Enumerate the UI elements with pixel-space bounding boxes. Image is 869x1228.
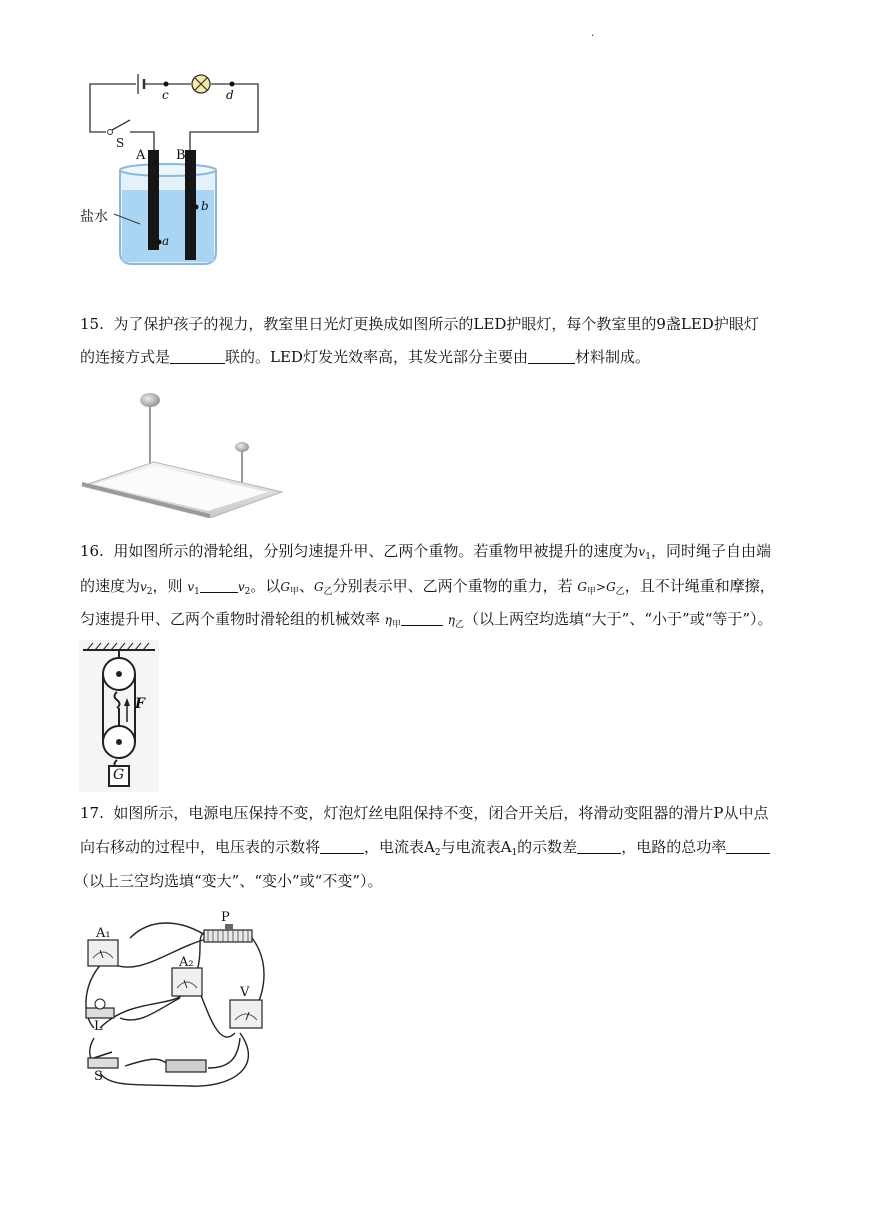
- electrolysis-circuit-diagram: [76, 62, 276, 272]
- label-point-b: b: [201, 199, 209, 213]
- q16-number: 16.: [80, 542, 104, 560]
- q16-eta-yi-sub: 乙: [455, 620, 465, 630]
- q16-v2-sub: 2: [146, 587, 153, 597]
- q16-g-jia2-symbol: G: [577, 580, 587, 594]
- label-switch-s: S: [116, 136, 125, 150]
- q15-blank-2[interactable]: [528, 349, 575, 364]
- q17-blank-3[interactable]: [726, 839, 770, 854]
- q15-number: 15.: [80, 315, 104, 333]
- q16-line-2: [80, 576, 775, 602]
- q16-line-1: [80, 541, 771, 567]
- pulley-label-f: F: [135, 696, 145, 712]
- q16-g-yi-sub: 乙: [323, 587, 333, 597]
- q17-a1-sub: 1: [511, 848, 518, 858]
- q16-blank-2[interactable]: [401, 611, 443, 626]
- q16-text-2b: ，则: [152, 577, 183, 595]
- electrolysis-circuit-figure: [76, 62, 276, 272]
- q16-text-2e: ，且不计绳重和摩擦，: [624, 577, 775, 595]
- q16-v2b-symbol: v: [237, 580, 245, 594]
- q16-text-2d: 分别表示甲、乙两个重物的重力，若: [332, 577, 573, 595]
- q16-v1-sub: 1: [645, 552, 651, 562]
- q17-text-1: 如图所示，电源电压保持不变，灯泡灯丝电阻保持不变，闭合开关后，将滑动变阻器的滑片P从中点: [113, 804, 769, 822]
- q17-line-3: [74, 871, 383, 891]
- circuit-sketch-figure: [80, 908, 270, 1093]
- q16-eta-jia-sub: 甲: [392, 620, 402, 630]
- q16-g-yi2-sub: 乙: [615, 587, 625, 597]
- q16-gt: >: [596, 580, 607, 594]
- q16-g-jia-sub: 甲: [289, 587, 299, 597]
- q16-v2-symbol: v: [140, 580, 147, 594]
- q16-text-2a: 的速度为: [80, 577, 141, 595]
- label-d: d: [226, 88, 234, 102]
- q17-blank-2[interactable]: [577, 839, 621, 854]
- q16-g-yi-symbol: G: [314, 580, 324, 594]
- q15-text-2a: 的连接方式是: [80, 348, 171, 366]
- q16-v1b-sub: 1: [194, 587, 200, 597]
- label-salt-water: 盐水: [80, 209, 108, 225]
- q16-g-jia-symbol: G: [280, 580, 290, 594]
- q17-number: 17.: [80, 804, 104, 822]
- label-electrode-a: A: [136, 148, 146, 163]
- q17-text-2d: 的示数差: [517, 838, 578, 856]
- q15-text-2c: 材料制成。: [574, 348, 650, 366]
- q16-g-jia2-sub: 甲: [587, 587, 597, 597]
- q15-text-1: 为了保护孩子的视力，教室里日光灯更换成如图所示的LED护眼灯，每个教室里的9盏LED护眼灯: [113, 315, 759, 333]
- q16-text-3a: 匀速提升甲、乙两个重物时滑轮组的机械效率: [80, 610, 381, 628]
- q16-text-2c: 。以: [250, 577, 281, 595]
- q17-line-2: [80, 837, 770, 863]
- q17-text-2b: ，电流表A: [364, 838, 435, 856]
- q17-line-1: [80, 803, 769, 823]
- label-c: c: [162, 88, 169, 102]
- led-lamp-image: [80, 388, 286, 518]
- q16-v1b-symbol: v: [187, 580, 195, 594]
- label-ammeter-a1: A₁: [96, 926, 111, 941]
- q16-text-3b: （以上两空均选填“大于”、“小于”或“等于”）。: [464, 610, 773, 628]
- q16-line-3: [80, 609, 773, 635]
- q17-text-2c: 与电流表A: [440, 838, 512, 856]
- q16-sep: 、: [298, 577, 314, 595]
- label-voltmeter-v: V: [240, 985, 250, 1000]
- q16-v2b-sub: 2: [244, 587, 251, 597]
- label-switch-s: S: [94, 1069, 103, 1084]
- top-mark: .: [591, 28, 595, 39]
- pulley-label-g: G: [113, 767, 125, 783]
- q15-blank-1[interactable]: [170, 349, 225, 364]
- q16-eta-jia-symbol: η: [384, 613, 392, 627]
- q16-g-yi2-symbol: G: [606, 580, 616, 594]
- q15-line-1: [80, 314, 759, 334]
- q15-text-2b: 联的。LED灯发光效率高，其发光部分主要由: [225, 348, 528, 366]
- label-point-a: a: [162, 234, 170, 248]
- q16-eta-yi-symbol: η: [447, 613, 455, 627]
- label-rheostat-p: P: [221, 910, 230, 925]
- q17-text-2e: ，电路的总功率: [621, 838, 727, 856]
- pulley-figure: [79, 640, 159, 792]
- q16-text-1a: 用如图所示的滑轮组，分别匀速提升甲、乙两个重物。若重物甲被提升的速度为: [113, 542, 639, 560]
- q17-a2-sub: 2: [434, 848, 441, 858]
- q16-text-1b: ，同时绳子自由端: [650, 542, 771, 560]
- label-lamp-l: L: [94, 1019, 103, 1034]
- q15-line-2: [80, 347, 650, 367]
- label-electrode-b: B: [176, 148, 186, 163]
- q16-v1-symbol: v: [638, 545, 646, 559]
- q17-text-3: （以上三空均选填“变大”、“变小”或“不变”）。: [74, 872, 383, 890]
- q17-text-2a: 向右移动的过程中，电压表的示数将: [80, 838, 321, 856]
- led-lamp-figure: [80, 388, 286, 518]
- q17-blank-1[interactable]: [320, 839, 364, 854]
- label-ammeter-a2: A₂: [179, 955, 194, 970]
- q16-blank-1[interactable]: [200, 578, 238, 593]
